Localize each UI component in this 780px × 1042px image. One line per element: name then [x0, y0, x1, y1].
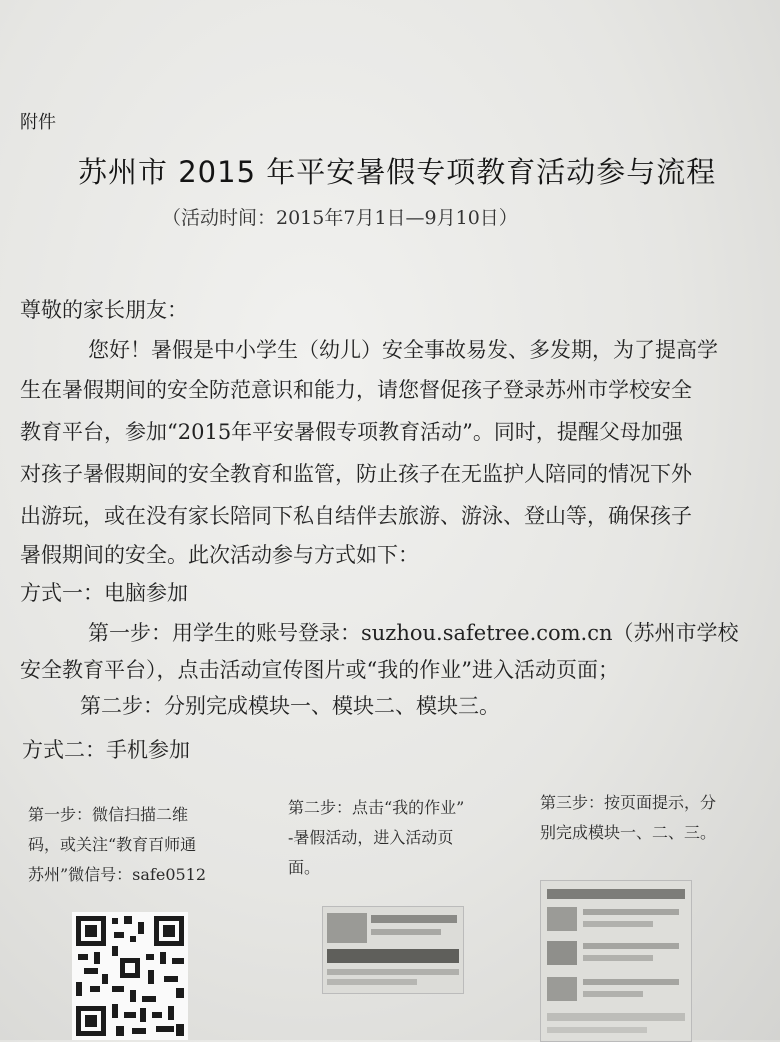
method1-heading: 方式一：电脑参加 [20, 581, 188, 605]
attachment-label: 附件 [20, 112, 56, 133]
letter-line: 生在暑假期间的安全防范意识和能力，请您督促孩子登录苏州市学校安全 [20, 378, 692, 402]
qr-code-icon [72, 912, 188, 1040]
module-screenshot-thumbnail [540, 880, 692, 1042]
mobile-step2 [288, 793, 464, 883]
letter-line: 对孩子暑假期间的安全教育和监管，防止孩子在无监护人陪同的情况下外 [20, 462, 692, 486]
page-title: 苏州市 2015 年平安暑假专项教育活动参与流程 [78, 155, 717, 189]
greeting: 尊敬的家长朋友： [20, 298, 188, 322]
screenshot-image-icon [541, 881, 691, 1041]
mobile-step1-line: 码，或关注“教育百师通 [28, 835, 197, 854]
mobile-step3-line: 第三步：按页面提示，分 [540, 793, 717, 812]
activity-period: （活动时间：2015年7月1日—9月10日） [162, 207, 518, 229]
activity-screenshot-thumbnail [322, 906, 464, 994]
letter-line: 出游玩，或在没有家长陪同下私自结伴去旅游、游泳、登山等，确保孩子 [20, 504, 692, 528]
letter-line: 暑假期间的安全。此次活动参与方式如下： [20, 543, 419, 567]
screenshot-image-icon [323, 907, 463, 993]
mobile-step1-line: 苏州”微信号：safe0512 [28, 865, 207, 884]
letter-line: 您好！暑假是中小学生（幼儿）安全事故易发、多发期，为了提高学 [88, 338, 718, 362]
method1-step2: 第二步：分别完成模块一、模块二、模块三。 [80, 694, 500, 718]
mobile-step1-line: 第一步：微信扫描二维 [28, 805, 189, 824]
method1-step1: 第一步：用学生的账号登录：suzhou.safetree.com.cn（苏州市学校 [88, 621, 739, 645]
mobile-step3-line: 别完成模块一、二、三。 [540, 823, 717, 842]
letter-line: 教育平台，参加“2015年平安暑假专项教育活动”。同时，提醒父母加强 [20, 420, 683, 444]
method2-heading: 方式二：手机参加 [22, 738, 190, 762]
mobile-step2-line: 面。 [288, 858, 321, 877]
method1-step1-cont: 安全教育平台），点击活动宣传图片或“我的作业”进入活动页面； [20, 658, 619, 682]
mobile-step2-line: -暑假活动，进入活动页 [288, 828, 454, 847]
mobile-step3 [540, 788, 716, 848]
mobile-step2-line: 第二步：点击“我的作业” [288, 798, 465, 817]
wechat-qr-code [72, 912, 188, 1040]
mobile-step1 [28, 800, 206, 890]
